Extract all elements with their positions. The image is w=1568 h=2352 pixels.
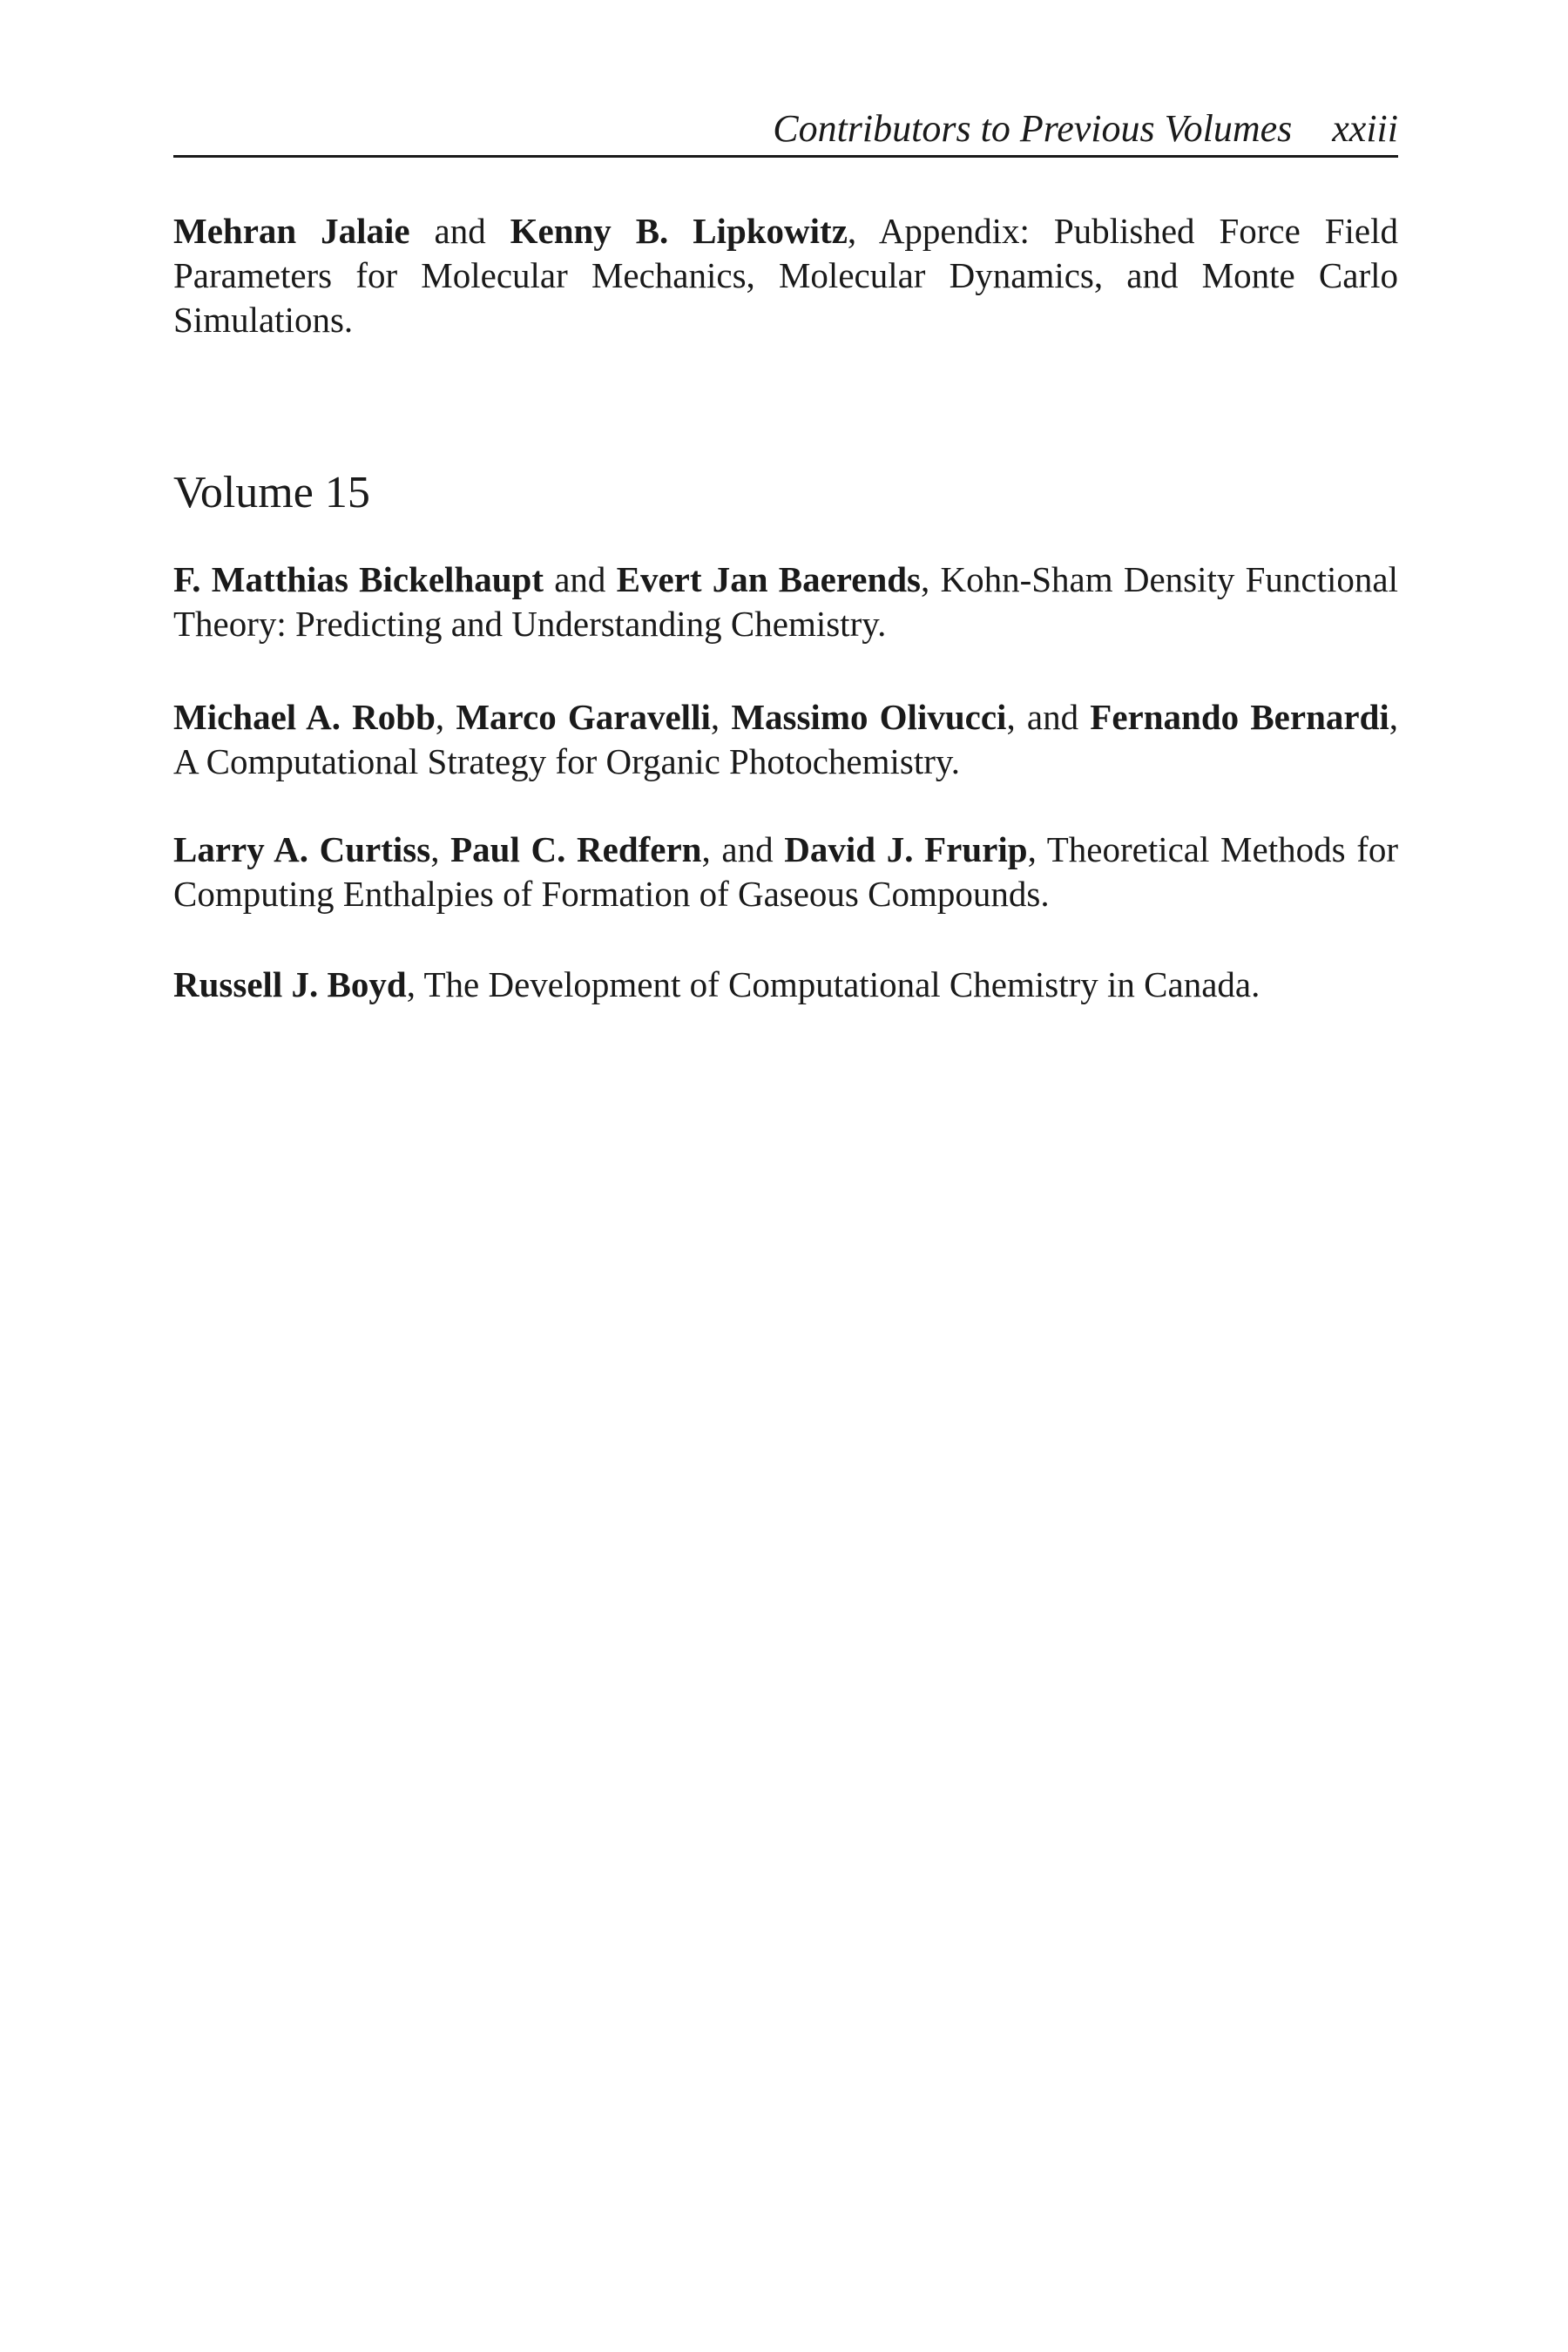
chapter-title: , Appendix: Published Force Field Parameters for Molecular Mechanics, Molecular Dynamics, and Monte Carlo Simulations. — [173, 211, 1399, 340]
author-name: Russell J. Boyd — [173, 964, 407, 1004]
running-head — [173, 103, 1398, 158]
chapter-title: , A Computational Strategy for Organic Photochemistry. — [173, 697, 1399, 781]
volume-heading: Volume 15 — [173, 468, 370, 517]
author-name: David J. Frurip — [784, 829, 1028, 869]
author-name: Fernando Bernardi — [1090, 697, 1389, 737]
contributor-entry — [173, 209, 1398, 342]
author-separator: , — [435, 697, 456, 737]
contributor-entry — [173, 558, 1398, 646]
author-name: Marco Garavelli — [456, 697, 711, 737]
running-head-title: Contributors to Previous Volumes — [773, 107, 1293, 150]
author-name: Kenny B. Lipkowitz — [510, 211, 848, 251]
author-separator: , — [430, 829, 451, 869]
contributor-entry — [173, 963, 1398, 1007]
author-name: Paul C. Redfern — [450, 829, 702, 869]
author-separator: , — [710, 697, 732, 737]
contributor-entry — [173, 695, 1398, 784]
author-separator: and — [409, 211, 510, 251]
author-name: Larry A. Curtiss — [173, 829, 431, 869]
chapter-title: , Theoretical Methods for Computing Enthalpies of Formation of Gaseous Compounds. — [173, 829, 1399, 914]
author-separator: and — [544, 559, 617, 599]
author-name: Evert Jan Baerends — [616, 559, 922, 599]
author-name: Michael A. Robb — [173, 697, 436, 737]
page-number: xxiii — [1332, 107, 1398, 150]
chapter-title: , Kohn-Sham Density Functional Theory: Predicting and Understanding Chemistry. — [173, 559, 1398, 644]
author-name: F. Matthias Bickelhaupt — [173, 559, 544, 599]
contributor-entry — [173, 828, 1398, 916]
author-separator: , and — [701, 829, 785, 869]
page — [173, 0, 1398, 2352]
author-name: Mehran Jalaie — [173, 211, 410, 251]
chapter-title: , The Development of Computational Chemistry in Canada. — [406, 964, 1260, 1004]
author-separator: , and — [1006, 697, 1091, 737]
author-name: Massimo Olivucci — [731, 697, 1007, 737]
